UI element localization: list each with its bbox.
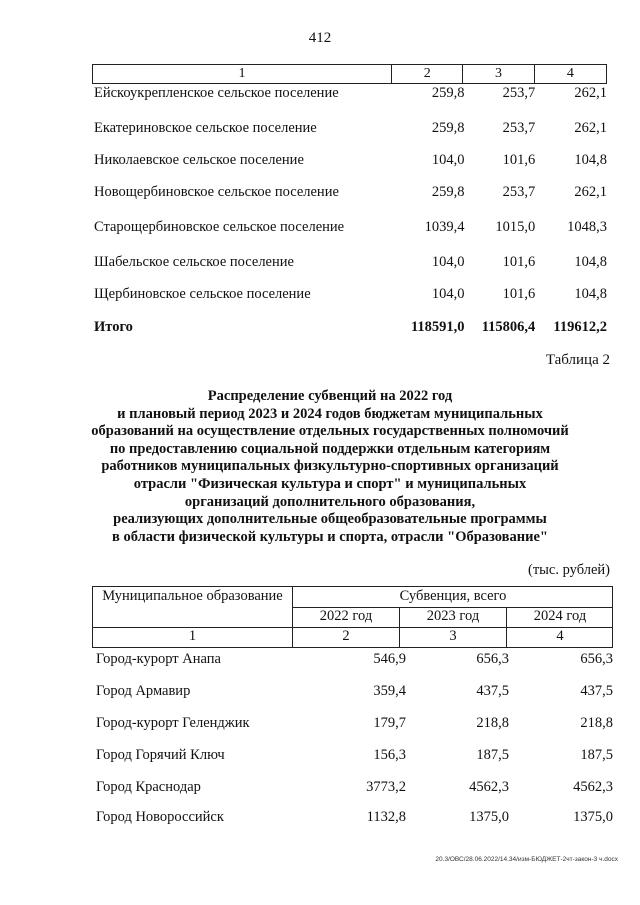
table-row <box>92 119 607 137</box>
row-name: Щербиновское сельское поселение <box>94 286 311 302</box>
table-row <box>92 183 607 201</box>
row-name: Шабельское сельское поселение <box>94 254 294 270</box>
heading-line: образований на осуществление отдельных государственных полномочий <box>91 423 569 440</box>
table-label: Таблица 2 <box>545 352 610 368</box>
table-row <box>92 714 613 732</box>
page-number: 412 <box>308 30 332 46</box>
value-2023: 1375,0 <box>469 809 509 825</box>
municipality-name: Город Краснодар <box>96 779 201 795</box>
total-2022: 118591,0 <box>410 319 465 335</box>
total-label: Итого <box>94 319 133 335</box>
value-2023: 253,7 <box>502 184 536 200</box>
total-2023: 115806,4 <box>481 319 536 335</box>
table-heading <box>60 388 600 546</box>
value-2023: 101,6 <box>502 152 536 168</box>
table-row <box>92 682 613 700</box>
value-2022: 104,0 <box>431 152 465 168</box>
value-2024: 1048,3 <box>567 219 607 235</box>
heading-line: реализующих дополнительные общеобразовательные программы <box>113 511 547 528</box>
header-municipality: Муниципальное образование <box>102 588 283 604</box>
value-2023: 4562,3 <box>469 779 509 795</box>
value-2022: 546,9 <box>373 651 406 667</box>
column-number-1: 1 <box>188 628 197 644</box>
header-subvention-total: Субвенция, всего <box>399 588 507 604</box>
row-name: Новощербиновское сельское поселение <box>94 184 339 200</box>
heading-line: организаций дополнительного образования, <box>184 493 476 510</box>
value-2024: 1375,0 <box>573 809 613 825</box>
value-2023: 253,7 <box>502 85 536 101</box>
table-row <box>92 746 613 764</box>
heading-line: в области физической культуры и спорта, отрасли "Образование" <box>112 528 548 545</box>
value-2022: 179,7 <box>373 715 406 731</box>
row-name: Старощербиновское сельское поселение <box>94 219 345 235</box>
document-footer: 20.3/ОВС/28.06.2022/14.34/изм-БЮДЖЕТ-2чт-закон-3 ч.docx <box>435 856 618 863</box>
heading-line: Распределение субвенций на 2022 год <box>207 388 453 404</box>
municipality-name: Город-курорт Геленджик <box>96 715 250 731</box>
value-2023: 437,5 <box>476 683 509 699</box>
table-row <box>92 84 607 102</box>
value-2023: 1015,0 <box>495 219 536 235</box>
value-2023: 101,6 <box>502 254 536 270</box>
table-row <box>92 253 607 271</box>
value-2024: 262,1 <box>574 120 607 136</box>
municipality-name: Город-курорт Анапа <box>96 651 221 667</box>
table-total-row <box>92 318 607 336</box>
municipality-name: Город Горячий Ключ <box>96 747 225 763</box>
heading-line: работников муниципальных физкультурно-спортивных организаций <box>101 458 559 475</box>
value-2024: 4562,3 <box>573 779 613 795</box>
value-2022: 359,4 <box>373 683 406 699</box>
value-2022: 259,8 <box>431 85 465 101</box>
value-2022: 3773,2 <box>366 779 406 795</box>
value-2024: 262,1 <box>574 184 607 200</box>
value-2024: 656,3 <box>580 651 613 667</box>
value-2022: 104,0 <box>431 254 465 270</box>
subvention-table <box>92 586 613 825</box>
value-2024: 437,5 <box>580 683 613 699</box>
row-name: Ейскоукрепленское сельское поселение <box>94 85 339 101</box>
column-number-3: 3 <box>462 65 533 83</box>
value-2022: 259,8 <box>431 184 465 200</box>
value-2023: 218,8 <box>476 715 509 731</box>
column-number-1: 1 <box>238 66 246 81</box>
table-header <box>92 586 613 648</box>
value-2023: 187,5 <box>476 747 509 763</box>
value-2024: 104,8 <box>574 254 607 270</box>
total-2024: 119612,2 <box>553 319 607 335</box>
header-year-2024: 2024 год <box>533 608 587 624</box>
value-2024: 218,8 <box>580 715 613 731</box>
value-2023: 101,6 <box>502 286 536 302</box>
value-2024: 187,5 <box>580 747 613 763</box>
municipality-name: Город Новороссийск <box>96 809 224 825</box>
table-row <box>92 778 613 796</box>
column-number-2: 2 <box>342 628 350 644</box>
value-2022: 104,0 <box>431 286 465 302</box>
value-2024: 104,8 <box>574 152 607 168</box>
value-2023: 656,3 <box>476 651 509 667</box>
column-number-3: 3 <box>449 628 457 644</box>
header-year-2022: 2022 год <box>319 608 373 624</box>
table-row <box>92 218 607 236</box>
row-name: Николаевское сельское поселение <box>94 152 304 168</box>
value-2022: 156,3 <box>373 747 406 763</box>
column-number-4: 4 <box>556 628 564 644</box>
column-number-2: 2 <box>391 65 462 83</box>
value-2022: 1132,8 <box>366 809 406 825</box>
value-2023: 253,7 <box>502 120 536 136</box>
table-row <box>92 151 607 169</box>
table-row <box>92 808 613 826</box>
header-year-2023: 2023 год <box>426 608 480 624</box>
value-2024: 104,8 <box>574 286 607 302</box>
row-name: Екатериновское сельское поселение <box>94 120 317 136</box>
heading-line: и плановый период 2023 и 2024 годов бюджетам муниципальных <box>117 405 543 422</box>
column-number-4: 4 <box>534 65 606 83</box>
heading-line: отрасли "Физическая культура и спорт" и муниципальных <box>133 475 527 492</box>
value-2022: 259,8 <box>431 120 465 136</box>
table-header-row <box>92 64 607 84</box>
heading-line: по предоставлению социальной поддержки отдельным категориям <box>109 440 551 457</box>
table-row <box>92 285 607 303</box>
value-2022: 1039,4 <box>424 219 465 235</box>
municipality-name: Город Армавир <box>96 683 191 699</box>
units-label: (тыс. рублей) <box>528 562 610 578</box>
subvention-table-continuation <box>92 64 607 335</box>
table-row <box>92 650 613 668</box>
value-2024: 262,1 <box>574 85 607 101</box>
